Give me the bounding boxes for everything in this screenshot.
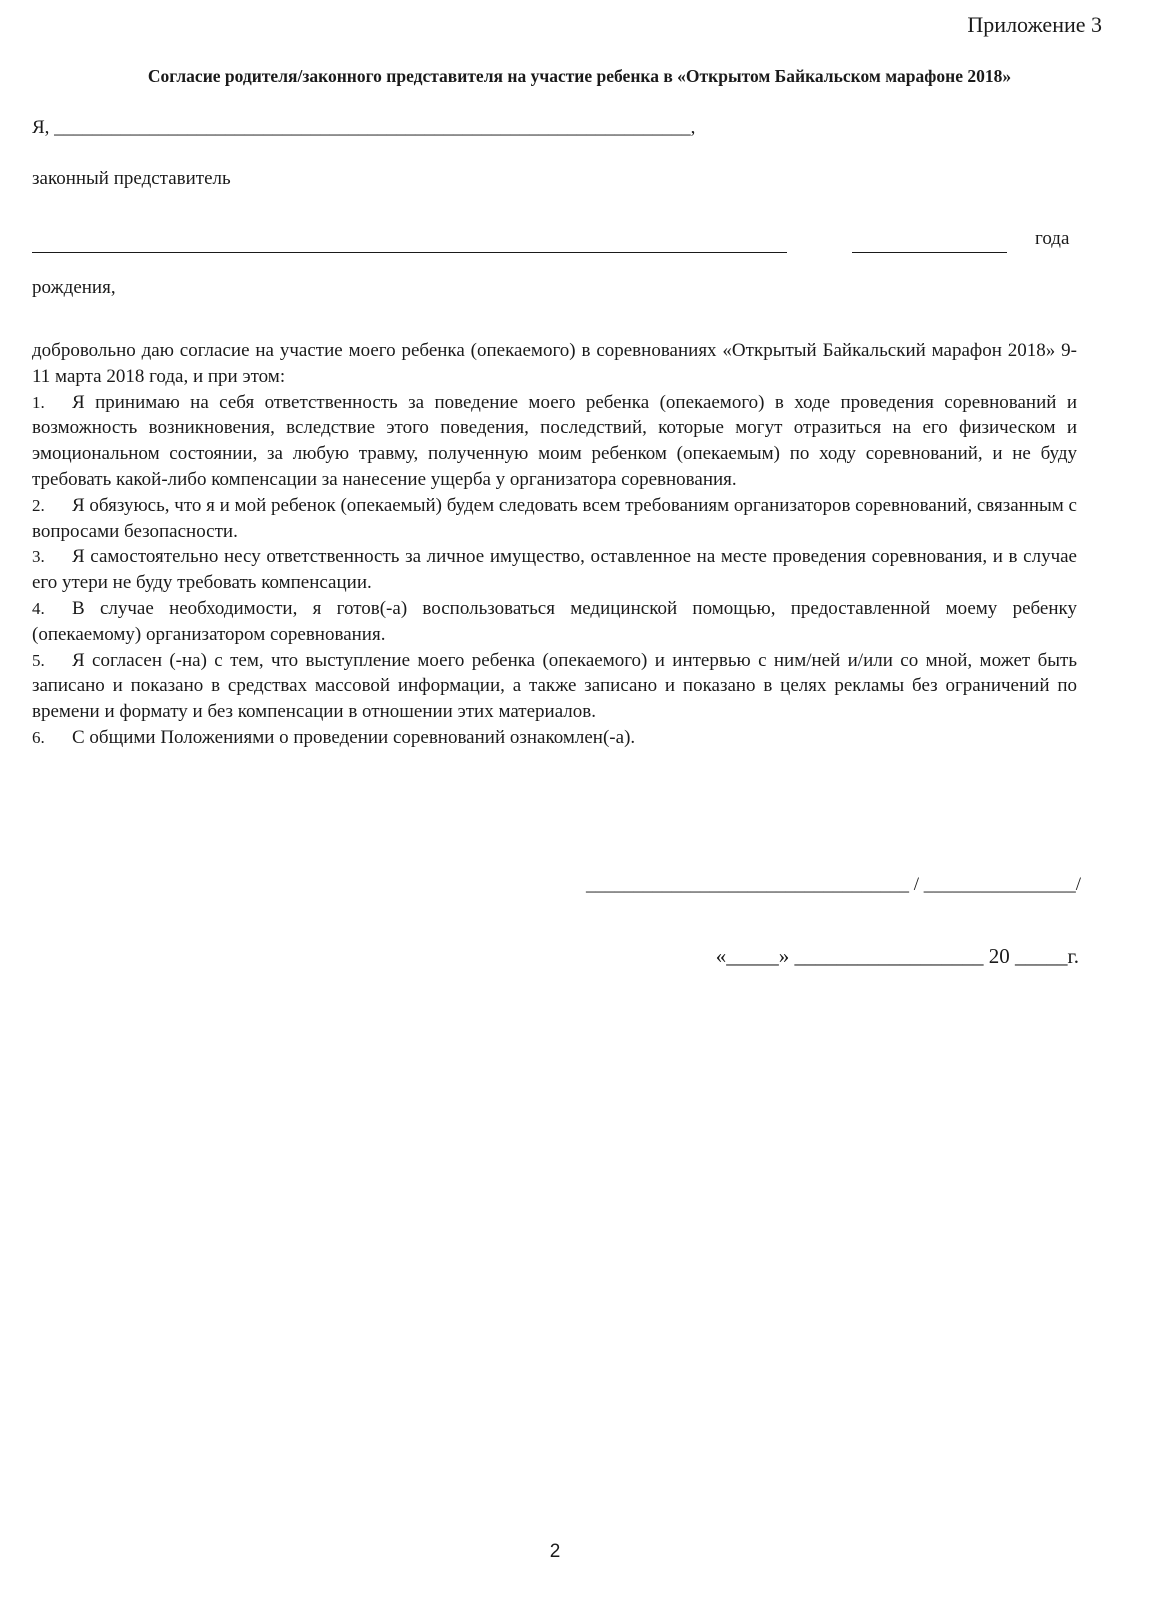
list-item-text: С общими Положениями о проведении соревнований ознакомлен(-а). — [72, 726, 636, 748]
list-item — [32, 493, 1077, 545]
list-item — [32, 648, 1077, 725]
birth-label: рождения, — [32, 277, 116, 298]
list-item-number: 5. — [32, 650, 45, 670]
year-label: года — [1035, 228, 1070, 249]
birth-year-underline — [852, 252, 1007, 253]
list-item-text: Я принимаю на себя ответственность за поведение моего ребенка (опекаемого) в ходе проведения соревнований и возможность возникновения, вследствие этого поведения, последствий, которые могут отразиться на его физическом и эмоциональном состоянии, за любую травму, полученную моим ребенком (опекаемым) по ходу соревнований, и не буду требовать какой-либо компенсации за нанесение ущерба у организатора соревнования. — [32, 391, 1077, 490]
representative-label: законный представитель — [32, 168, 231, 189]
consent-intro: добровольно даю согласие на участие моего ребенка (опекаемого) в соревнованиях «Открытый Байкальский марафон 2018» 9-11 марта 2018 года, и при этом: — [32, 340, 1077, 387]
list-item-text: Я самостоятельно несу ответственность за личное имущество, оставленное на месте проведения соревнования, и в случае его утери не буду требовать компенсации. — [32, 546, 1077, 594]
list-item-number: 2. — [32, 495, 45, 515]
list-item-text: Я обязуюсь, что я и мой ребенок (опекаемый) будем следовать всем требованиям организаторов соревнований, связанным с вопросами безопасности. — [32, 494, 1077, 542]
list-item-number: 1. — [32, 392, 45, 412]
signature-line: __________________________________ / ________________/ — [585, 874, 1081, 895]
child-name-underline — [32, 252, 787, 253]
appendix-label: Приложение 3 — [967, 12, 1102, 37]
list-item — [32, 544, 1077, 596]
document-title: Согласие родителя/законного представителя на участие ребенка в «Открытом Байкальском марафоне 2018» — [147, 66, 1012, 86]
date-line: «_____» __________________ 20 _____г. — [715, 944, 1079, 968]
list-item-number: 6. — [32, 727, 45, 747]
list-item — [32, 725, 1077, 751]
consent-body — [32, 338, 1077, 751]
list-item-number: 4. — [32, 598, 45, 618]
list-item-text: В случае необходимости, я готов(-а) воспользоваться медицинской помощью, предоставленной моему ребенку (опекаемому) организатором соревнования. — [32, 597, 1077, 645]
list-item-number: 3. — [32, 547, 45, 567]
list-item-text: Я согласен (-на) с тем, что выступление моего ребенка (опекаемого) и интервью с ним/ней и/или со мной, может быть записано и показано в средствах массовой информации, а также записано и показано в целях рекламы без ограничений по времени и формату и без компенсации в отношении этих материалов. — [32, 649, 1077, 723]
parent-name-line: Я, ___________________________________________________________________, — [32, 117, 696, 138]
list-item — [32, 596, 1077, 648]
page-number: 2 — [549, 1541, 561, 1562]
list-item — [32, 390, 1077, 493]
